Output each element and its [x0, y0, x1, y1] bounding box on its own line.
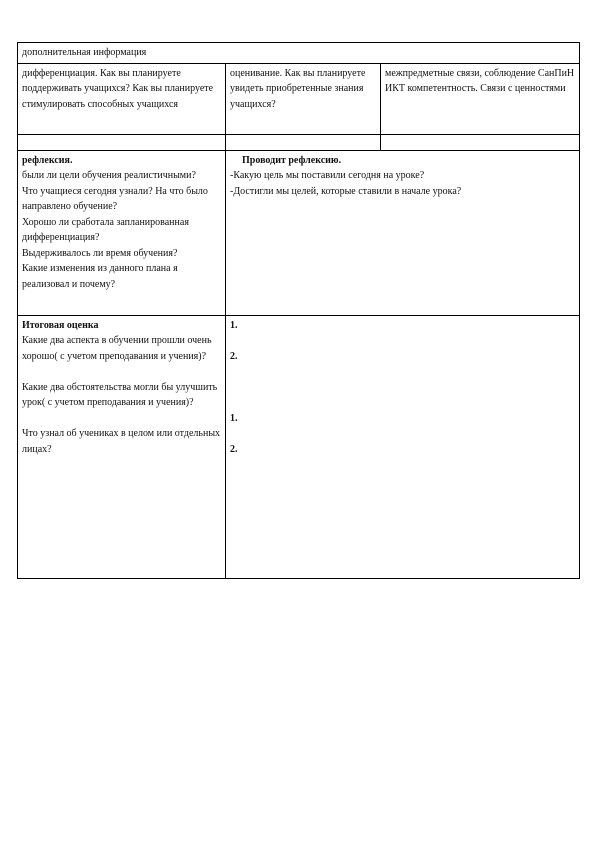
spacer: [230, 333, 575, 349]
final-question-3: Что узнал об учениках в целом или отдельных лицах?: [22, 428, 221, 455]
empty-cell: [18, 134, 226, 150]
table-row: [18, 134, 580, 150]
table-row: [18, 43, 580, 64]
empty-cell: [226, 134, 381, 150]
final-answers-cell: [226, 315, 580, 578]
additional-info-label: дополнительная информация: [22, 47, 147, 58]
spacer: [230, 395, 575, 411]
reflection-cell: [18, 150, 226, 315]
answer-number: 1.: [230, 412, 238, 424]
assessment-cell: [226, 63, 381, 134]
final-assessment-heading: Итоговая оценка: [22, 319, 99, 331]
additional-info-cell: [18, 43, 580, 64]
reflection-activity-line: -Достигли мы целей, которые ставили в начале урока?: [230, 185, 462, 197]
spacer: [230, 426, 575, 442]
spacer: [230, 364, 575, 380]
reflection-activity-line: -Какую цель мы поставили сегодня на уроке?: [230, 170, 425, 181]
reflection-question: Что учащиеся сегодня узнали? На что было направлено обучение?: [22, 185, 208, 212]
answer-number: 1.: [230, 319, 238, 331]
empty-cell: [381, 134, 580, 150]
final-question-2: Какие два обстоятельства могли бы улучшить урок( с учетом преподавания и учения)?: [22, 381, 218, 408]
differentiation-cell: [18, 63, 226, 134]
reflection-question: Хорошо ли сработала запланированная дифференциация?: [22, 216, 189, 243]
reflection-activity-cell: [226, 150, 580, 315]
reflection-activity-heading: Проводит рефлексию.: [242, 154, 342, 166]
reflection-question: Какие изменения из данного плана я реализовал и почему?: [22, 263, 178, 290]
final-question-1: Какие два аспекта в обучении прошли очень хорошо( с учетом преподавания и учения)?: [22, 335, 212, 362]
reflection-question: Выдерживалось ли время обучения?: [22, 247, 178, 259]
spacer: [230, 380, 575, 396]
differentiation-text: дифференциация. Как вы планируете поддерживать учащихся? Как вы планируете стимулировать способных учащихся: [22, 67, 214, 110]
answer-number: 2.: [230, 350, 238, 362]
answer-number: 2.: [230, 443, 238, 455]
lesson-plan-table: [17, 42, 580, 579]
spacer: [22, 364, 221, 380]
assessment-text: оценивание. Как вы планируете увидеть приобретенные знания учащихся?: [230, 67, 366, 110]
interdisciplinary-text: межпредметные связи, соблюдение СанПиН ИКТ компетентность. Связи с ценностями: [385, 67, 575, 94]
spacer: [22, 411, 221, 427]
final-assessment-cell: [18, 315, 226, 578]
reflection-question: были ли цели обучения реалистичными?: [22, 170, 196, 181]
interdisciplinary-cell: [381, 63, 580, 134]
reflection-heading: рефлексия.: [22, 154, 73, 166]
table-row: [18, 63, 580, 134]
table-row: [18, 150, 580, 315]
table-row: [18, 315, 580, 578]
